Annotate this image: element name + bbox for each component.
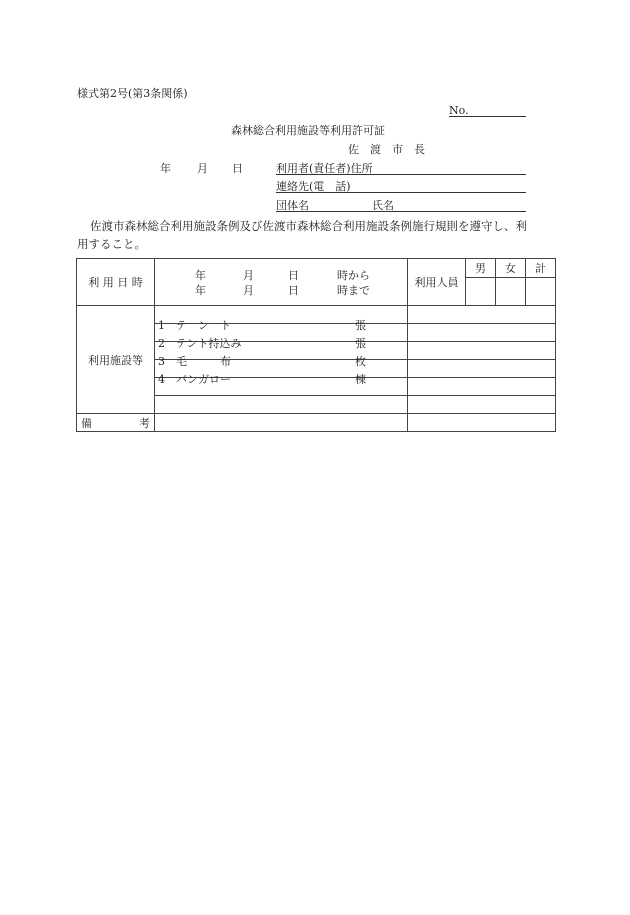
facility-row — [155, 306, 408, 332]
facility-value[interactable] — [408, 306, 556, 324]
issuer: 佐 渡 市 長 — [348, 143, 425, 156]
female-count[interactable] — [496, 278, 526, 306]
to-suffix: 時まで — [337, 284, 370, 297]
male-header: 男 — [466, 259, 496, 278]
date-day: 日 — [232, 162, 243, 175]
remarks-label-1: 備 — [81, 416, 92, 430]
facilities-label — [77, 306, 155, 414]
facility-value[interactable] — [408, 396, 556, 414]
no-underline — [449, 116, 526, 117]
group-label: 団体名 — [276, 199, 309, 212]
facilities-label-text: 利用施設等 — [88, 353, 143, 367]
contact-underline — [276, 192, 526, 193]
remarks-label — [77, 414, 155, 432]
body-text-line1: 佐渡市森林総合利用施設条例及び佐渡市森林総合利用施設条例施行規則を遵守し、利 — [90, 219, 527, 233]
facility-item: 2 テント持込み — [158, 336, 242, 350]
facility-value[interactable] — [408, 360, 556, 378]
date-year: 年 — [160, 162, 171, 175]
female-header: 女 — [496, 259, 526, 278]
male-count[interactable] — [466, 278, 496, 306]
from-suffix: 時から — [337, 269, 370, 282]
remarks-field[interactable] — [155, 414, 408, 432]
facility-unit: 棟 — [355, 372, 366, 386]
total-header: 計 — [526, 259, 556, 278]
name-label: 氏名 — [372, 199, 394, 212]
facility-unit: 枚 — [355, 354, 366, 368]
total-count[interactable] — [526, 278, 556, 306]
facility-unit: 張 — [355, 336, 366, 350]
facility-row-blank[interactable] — [155, 396, 408, 414]
facility-unit: 張 — [355, 318, 366, 332]
facility-value[interactable] — [408, 378, 556, 396]
facility-item: 3 毛 布 — [158, 354, 231, 368]
facility-item: 1 テ ン ト — [158, 318, 231, 332]
usage-datetime-cell — [155, 259, 408, 306]
no-label: No. — [449, 104, 469, 117]
permit-table — [76, 258, 556, 432]
from-row — [155, 267, 407, 282]
usage-datetime-label — [77, 259, 155, 306]
address-underline — [276, 174, 526, 175]
document-title: 森林総合利用施設等利用許可証 — [231, 124, 385, 137]
usage-datetime-text: 利 用 日 時 — [88, 276, 143, 289]
contact-label: 連絡先(電 話) — [276, 180, 351, 193]
from-month: 月 — [243, 269, 254, 282]
to-day: 日 — [288, 284, 299, 297]
facility-value[interactable] — [408, 342, 556, 360]
to-month: 月 — [243, 284, 254, 297]
users-label — [408, 259, 466, 306]
remarks-value[interactable] — [408, 414, 556, 432]
remarks-label-2: 考 — [139, 416, 150, 430]
users-label-text: 利用人員 — [414, 276, 459, 289]
group-underline — [276, 211, 526, 212]
body-text-line2: 用すること。 — [77, 237, 146, 251]
address-label: 利用者(責任者)住所 — [276, 162, 373, 175]
form-number: 様式第2号(第3条関係) — [77, 87, 188, 100]
to-row — [155, 282, 407, 297]
date-month: 月 — [197, 162, 208, 175]
facility-item: 4 バンガロー — [158, 372, 231, 386]
to-year: 年 — [195, 284, 206, 297]
facility-value[interactable] — [408, 324, 556, 342]
from-day: 日 — [288, 269, 299, 282]
from-year: 年 — [195, 269, 206, 282]
